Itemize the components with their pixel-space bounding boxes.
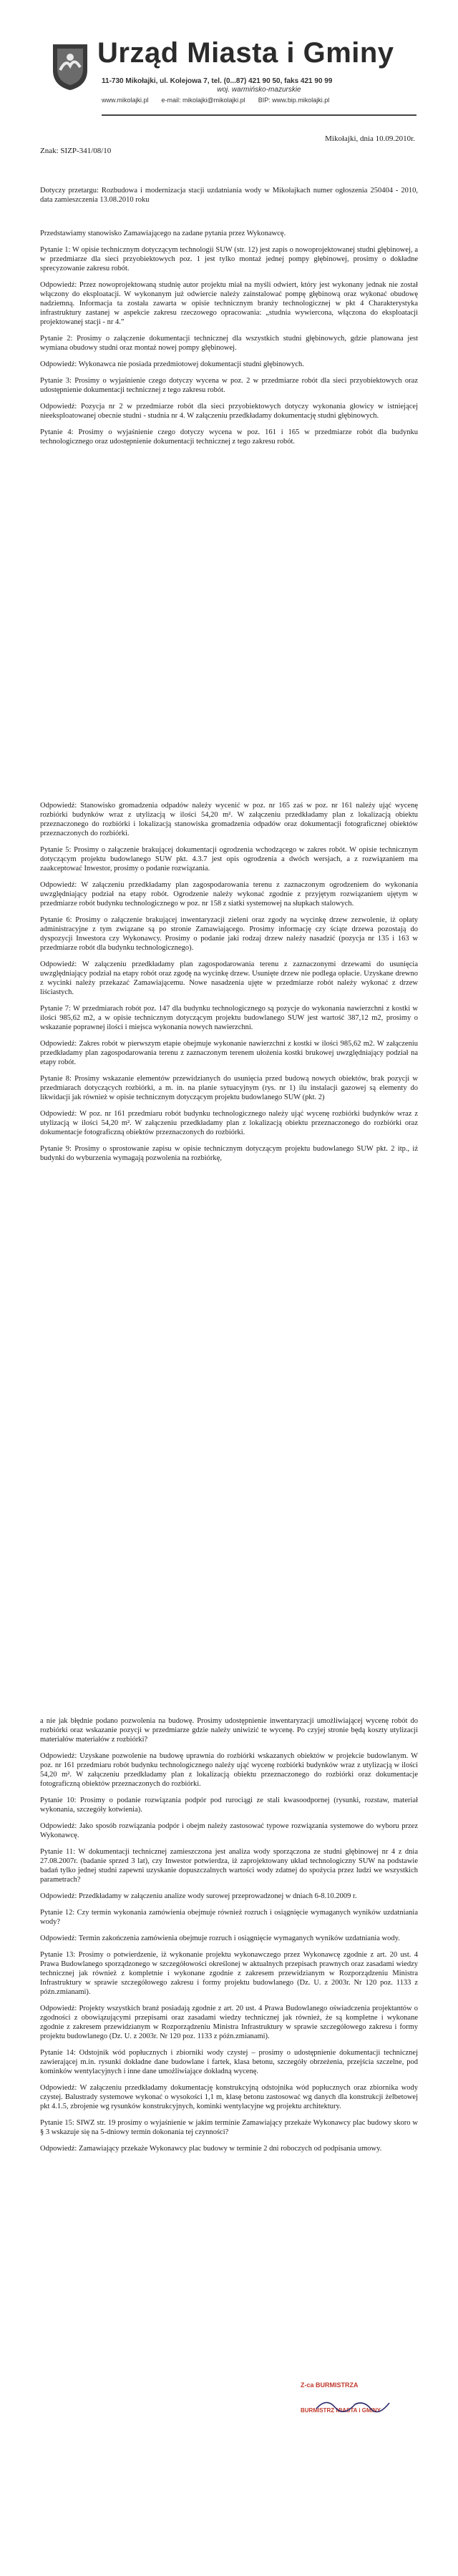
paragraph: Pytanie 14: Odstojnik wód popłucznych i zbiorniki wody czystej – prosimy o udostępnienie dokumentacji technicznej zawierającej m.in. rysunki dokładne dane budowlane i fartek, klasa betonu, szczegóły obrzeżenia, przejścia szczelne, pod kominków wentylacyjnych i inne dane umożliwiające dokładną wycenę.	[40, 2049, 418, 2075]
signature-stamp	[301, 2381, 408, 2446]
subject-line: Dotyczy przetargu: Rozbudowa i modernizacja stacji uzdatniania wody w Mikołajkach numer ogłoszenia 250404 - 2010, data zamieszczenia 13.08.2010 roku	[40, 187, 418, 204]
paragraph: Pytanie 8: Prosimy wskazanie elementów przewidzianych do usunięcia przed budową nowych obiektów, brak pozycji w przedmiarach dotyczących rozbiórki, a m. in. na planie sytuacyjnym (rys. nr 1) ilu instalacji gazowej są elementy do likwidacji jak również w opisie technicznym dotyczącym projektu budowlanego SUW (pkt. 2)	[40, 1075, 418, 1101]
paragraph: Pytanie 13: Prosimy o potwierdzenie, iż wykonanie projektu wykonawczego przez Wykonawcę zgodnie z art. 20 ust. 4 Prawa Budowlanego sporządzonego w szczegółowości określonej w aktualnych przepisach prawnych oraz zasadami wiedzy technicznej jak również z kompletnie i wykonane zgodnie z zakresem przewidzianym w Rozporządzeniu Ministra Infrastruktury w sprawie szczegółowego zakresu i formy projektu budowlanego (Dz. U. z 2003r. Nr 120 poz. 1133 z późn.zmianami).	[40, 1951, 418, 1996]
coat-of-arms-icon	[50, 41, 90, 92]
handwritten-signature-icon	[313, 2394, 392, 2416]
paragraph: Przedstawiamy stanowisko Zamawiającego na zadane pytania przez Wykonawcę.	[40, 230, 286, 237]
paragraph: Odpowiedź: Termin zakończenia zamówienia obejmuje rozruch i osiągnięcie wymaganych wyników uzdatniania wody.	[40, 1935, 400, 1942]
paragraph: Pytanie 7: W przedmiarach robót poz. 147 dla budynku technologicznego są pozycje do wykonania nawierzchni z kostki w ilości 985,62 m2, a w opisie technicznym dotyczącym projektu budowlanego SUW jest wartość 387,12 m2, prosimy o wskazanie poprawnej ilości i miejsca wykonania nowych nawierzchni.	[40, 1005, 418, 1031]
paragraph: Odpowiedź: Uzyskane pozwolenie na budowę uprawnia do rozbiórki wskazanych obiektów w projekcie budowlanym. W poz. nr 161 przedmiaru robót budynku technologicznego należy ująć wycenę rozbiórki budynków wraz z utylizacją w ilości 54,20 m². W załączeniu przedkładamy plan z lokalizacją obiektu przeznaczonego do rozbiórki oraz dokumentacje fotograficzną obiektów przeznaczonych do rozbiórki.	[40, 1752, 418, 1788]
bip-link[interactable]: BIP: www.bip.mikolajki.pl	[258, 97, 330, 104]
letterhead-address	[102, 77, 416, 104]
paragraph: Odpowiedź: Stanowisko gromadzenia odpadów należy wycenić w poz. nr 165 zaś w poz. nr 161 należy ująć wycenę rozbiórki budynków wraz z utylizacją w ilości 54,20 m². W załączeniu przedkładamy plan z lokalizacją obiektu przeznaczonego do rozbiórki i lokalizacją stanowiska gromadzenia odpadów oraz dokumentacji fotograficznej obiektów przeznaczonych do rozbiórki.	[40, 802, 418, 837]
qa-block-3	[40, 1716, 418, 2160]
paragraph: Pytanie 1: W opisie technicznym dotyczącym technologii SUW (str. 12) jest zapis o nowoprojektowanej studni głębinowej, a w przedmiarze dla sieci przyobiektowych poz. 1 jest tylko montaż jednej pompy głębinowej, prosimy o dokładne sprecyzowanie zakresu robót.	[40, 246, 418, 272]
qa-block-2	[40, 801, 418, 1170]
paragraph: Pytanie 2: Prosimy o załączenie dokumentacji technicznej dla wszystkich studni głębinowych, gdzie planowana jest wymiana obudowy studni oraz montaż nowej pompy głębinowej.	[40, 335, 418, 352]
letterhead	[50, 37, 422, 123]
paragraph: Pytanie 5: Prosimy o załączenie brakującej dokumentacji ogrodzenia wchodzącego w zakres robót. W opisie technicznym dotyczącym projektu budowlanego SUW pkt. 4.3.7 jest opis ogrodzenia a dwóch wersjach, a z rozwiązaniem ma zaakceptować Inwestor, prosimy o podanie rozwiązania.	[40, 846, 418, 872]
paragraph: Odpowiedź: Pozycja nr 2 w przedmiarze robót dla sieci przyobiektowych dotyczy wykonania głowicy w istniejącej nieeksploatowanej obecnie studni - studnia nr 4. W załączeniu przedkładamy dokumentację studni głębinowych.	[40, 403, 418, 420]
paragraph: Pytanie 3: Prosimy o wyjaśnienie czego dotyczy wycena w poz. 2 w przedmiarze robót dla sieci przyobiektowych oraz udostępnienie dokumentacji technicznej z tego zakresu robót.	[40, 377, 418, 394]
paragraph: Odpowiedź: W poz. nr 161 przedmiaru robót budynku technologicznego należy ująć wycenę rozbiórki budynków wraz z utylizacją w ilości 54,20 m². W załączeniu przedkładamy plan z lokalizacją obiektu przeznaczonego do rozbiórki oraz dokumentacje fotograficzną obiektów przeznaczonych do rozbiórki.	[40, 1110, 418, 1136]
paragraph: Pytanie 10: Prosimy o podanie rozwiązania podpór pod rurociągi ze stali kwasoodpornej (rysunki, rozstaw, materiał wykonania, szczegóły kotwienia).	[40, 1796, 418, 1814]
paragraph: Odpowiedź: Zamawiający przekaże Wykonawcy plac budowy w terminie 2 dni roboczych od podpisania umowy.	[40, 2145, 382, 2153]
paragraph: Odpowiedź: Jako sposób rozwiązania podpór i obejm należy zastosować typowe rozwiązania systemowe do wyboru przez Wykonawcę.	[40, 1822, 418, 1839]
paragraph: Pytanie 11: W dokumentacji technicznej zamieszczona jest analiza wody sporzączona ze studni głębinowej nr 4 z dnia 27.08.2007r. (badanie sprzed 3 lat), czy Inwestor potwierdza, iż zaprojektowany układ technologiczny SUW na podstawie badań tylko jednej studni zapewni uzyskanie dopuszczalnych wartości wody zdatnej do spożycia przez ludzi we wszystkich parametrach?	[40, 1848, 418, 1884]
paragraph: Odpowiedź: Przedkładamy w załączeniu analize wody surowej przeprowadzonej w dniach 6-8.10.2009 r.	[40, 1892, 357, 1900]
paragraph: Pytanie 9: Prosimy o sprostowanie zapisu w opisie technicznym dotyczącym projektu budowlanego SUW pkt. 2 itp., iż budynki do wyburzenia wymagają pozwolenia na rozbiórkę,	[40, 1145, 418, 1162]
letterhead-title: Urząd Miasta i Gminy	[97, 37, 394, 69]
paragraph: Odpowiedź: Przez nowoprojektowaną studnię autor projektu miał na myśli odwiert, który jest wykonany jednak nie został włączony do eksploatacji. W wykonanym już odwiercie należy zainstalować pompę głębinową oraz wykonać obudowę nadziemną. Informacja ta została zawarta w opisie technicznym branży technologicznej w pkt 4 Charakterystyka infrastruktury zastanej w aspekcie zakresu rzeczowego opracowania: „studnia wywiercona, włączona do eksploatacji projektowanej stacji - nr 4.”	[40, 281, 418, 326]
website-link[interactable]: www.mikolajki.pl	[102, 97, 149, 104]
email-link[interactable]: e-mail: mikolajki@mikolajki.pl	[161, 97, 245, 104]
paragraph: Odpowiedź: W załączeniu przedkładamy plan zagospodarowania terenu z zaznaczonymi drzewami do usunięcia uwzględniający podział na etapy robót oraz zgodę na wycinkę drzew. Usunięte drzew nie podlega opłacie. Uzyskane drewno z wycinki należy przekazać Zamawiającemu. Nowe nasadzenia ujęte w przedmiarze robót należy wykonać z drzew liściastych.	[40, 960, 418, 996]
contact-line	[102, 96, 416, 104]
paragraph: Pytanie 6: Prosimy o załączenie brakującej inwentaryzacji zieleni oraz zgody na wycinkę drzew zezwolenie, iż opłaty administracyjne z tym związane są po stronie Zamawiającego. Prosimy informację czy ściąte drzewa pozostają do dyspozycji Inwestora czy Wykonawcy. Prosimy o podanie jaki rodzaj drzew należy nasadzić (pozycja nr 135 i 163 w przedmiarze robót dla budynku technologicznego).	[40, 916, 418, 952]
paragraph: Odpowiedź: W załączeniu przedkładamy plan zagospodarowania terenu z zaznaczonym ogrodzeniem do wykonania uwzględniający podział na etapy robót. Ogrodzenie należy wykonać zgodnie z przyjętym rozwiązaniem ujętym w przedmiarze robót budynku technologicznego w poz. nr 158 z siatki systemowej na słupkach stalowych.	[40, 881, 418, 908]
paragraph: a nie jak błędnie podano pozwolenia na budowę. Prosimy udostępnienie inwentaryzacji umożliwiającej wycenę robót do rozbiórki oraz wskazanie pozycji w przedmiarze gdzie należy uniwizić te wycenę. Po czyjej stronie będą koszty utylizacji materiałów materiałów z rozbiórki?	[40, 1717, 418, 1744]
place-date: Mikołajki, dnia 10.09.2010r.	[325, 134, 415, 143]
stamp-line-1: Z-ca BURMISTRZA	[301, 2381, 359, 2389]
region-line: woj. warmińsko-mazurskie	[217, 86, 301, 94]
stamp-line-2: BURMISTRZ MIASTA i GMINY	[301, 2407, 381, 2414]
address-line: 11-730 Mikołajki, ul. Kolejowa 7, tel. (0...87) 421 90 50, faks 421 90 99	[102, 77, 333, 85]
paragraph: Pytanie 12: Czy termin wykonania zamówienia obejmuje również rozruch i osiągnięcie wymaganych wyników uzdatniania wody?	[40, 1909, 418, 1926]
paragraph: Odpowiedź: W załączeniu przedkładamy dokumentację konstrukcyjną odstojnika wód popłucznych oraz zbiornika wody czystej. Balustrady systemowe wykonać o wysokości 1,1 m, klasę betonu zastosować wg danych dla konstrukcji żelbetowej pkt 4.1.5, zbrojenie wg rysunków konstrukcyjnych, kominki wentylacyjne wg projektu architektury.	[40, 2084, 418, 2110]
paragraph: Pytanie 15: SIWZ str. 19 prosimy o wyjaśnienie w jakim terminie Zamawiający przekaże Wykonawcy plac budowy skoro w § 3 wskazuje się na 5-dniowy termin dokonania tej czynności?	[40, 2119, 418, 2136]
reference-number: Znak: SIZP-341/08/10	[40, 147, 112, 155]
paragraph: Odpowiedź: Zakres robót w pierwszym etapie obejmuje wykonanie nawierzchni z kostki w ilości 985,62 m2. W załączeniu przedkładamy plan zagospodarowania terenu z zaznaczonym terenem ułożenia kostki brukowej uwzględniający podział na etapy robót.	[40, 1040, 418, 1066]
paragraph: Pytanie 4: Prosimy o wyjaśnienie czego dotyczy wycena w poz. 161 i 165 w przedmiarze robót dla budynku technologicznego oraz udostępnienie dokumentacji technicznej z tego zakresu robót.	[40, 428, 418, 446]
qa-block-1	[40, 229, 418, 453]
paragraph: Odpowiedź: Projekty wszystkich branż posiadają zgodnie z art. 20 ust. 4 Prawa Budowlanego oświadczenia projektantów o zgodności z obowiązującymi przepisami oraz zasadami wiedzy technicznej jak również, że są kompletne i wykonane zgodnie z zakresem przewidzianym w Rozporządzeniu Ministra Infrastruktury w sprawie szczegółowego zakresu i formy projektu budowlanego (Dz. U. z 2003r. Nr 120 poz. 1133 z późn.zmianami).	[40, 2005, 418, 2040]
letterhead-divider	[102, 114, 416, 116]
paragraph: Odpowiedź: Wykonawca nie posiada przedmiotowej dokumentacji studni głębinowych.	[40, 360, 304, 368]
